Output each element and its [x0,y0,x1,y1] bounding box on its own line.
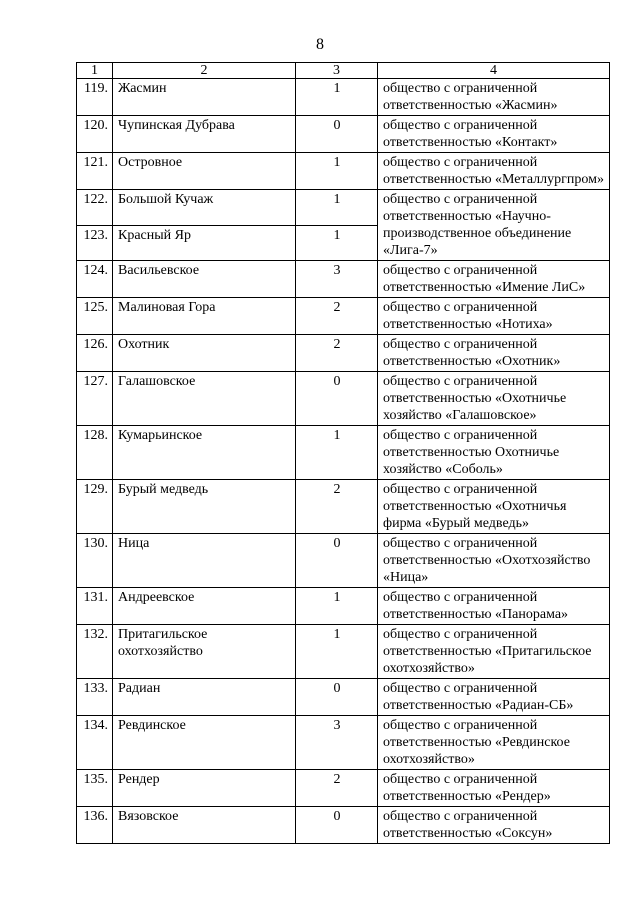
row-count: 1 [296,426,378,480]
organization-name: общество с ограниченной ответственностью Охотничье хозяйство «Соболь» [378,426,610,480]
table-row [77,807,610,844]
table-row [77,298,610,335]
hunting-ground-name: Бурый медведь [113,480,296,534]
hunting-ground-name: Васильевское [113,261,296,298]
organization-name: общество с ограниченной ответственностью «Металлургпром» [378,153,610,190]
organization-name: общество с ограниченной ответственностью «Ревдинское охотхозяйство» [378,716,610,770]
row-number: 131. [77,588,113,625]
row-count: 1 [296,190,378,226]
hunting-ground-name: Ревдинское [113,716,296,770]
row-count: 3 [296,716,378,770]
row-number: 125. [77,298,113,335]
organization-name: общество с ограниченной ответственностью «Соксун» [378,807,610,844]
row-number: 129. [77,480,113,534]
organization-name: общество с ограниченной ответственностью «Охотхозяйство «Ница» [378,534,610,588]
row-number: 135. [77,770,113,807]
row-count: 1 [296,153,378,190]
row-number: 122. [77,190,113,226]
table-row [77,79,610,116]
organization-name: общество с ограниченной ответственностью «Научно-производственное объединение «Лига-7» [378,190,610,261]
table-row [77,770,610,807]
table-row [77,261,610,298]
row-count: 0 [296,807,378,844]
header-col-4: 4 [378,63,610,79]
row-count: 1 [296,79,378,116]
organization-name: общество с ограниченной ответственностью «Панорама» [378,588,610,625]
table-row [77,335,610,372]
hunting-ground-name: Охотник [113,335,296,372]
hunting-ground-name: Большой Кучаж [113,190,296,226]
organization-name: общество с ограниченной ответственностью «Имение ЛиС» [378,261,610,298]
table-row [77,716,610,770]
organization-name: общество с ограниченной ответственностью «Охотничье хозяйство «Галашовское» [378,372,610,426]
row-number: 127. [77,372,113,426]
header-col-3: 3 [296,63,378,79]
organization-name: общество с ограниченной ответственностью «Жасмин» [378,79,610,116]
row-count: 1 [296,625,378,679]
row-number: 119. [77,79,113,116]
hunting-ground-name: Радиан [113,679,296,716]
hunting-ground-name: Малиновая Гора [113,298,296,335]
hunting-ground-name: Рендер [113,770,296,807]
row-number: 123. [77,225,113,261]
row-count: 1 [296,225,378,261]
organization-name: общество с ограниченной ответственностью «Нотиха» [378,298,610,335]
organization-name: общество с ограниченной ответственностью «Охотничья фирма «Бурый медведь» [378,480,610,534]
hunting-grounds-table [76,62,610,844]
organization-name: общество с ограниченной ответственностью «Охотник» [378,335,610,372]
hunting-ground-name: Вязовское [113,807,296,844]
row-number: 126. [77,335,113,372]
table-row [77,153,610,190]
hunting-ground-name: Островное [113,153,296,190]
row-count: 0 [296,116,378,153]
table-row [77,426,610,480]
row-count: 2 [296,298,378,335]
table-row [77,372,610,426]
organization-name: общество с ограниченной ответственностью «Притагильское охотхозяйство» [378,625,610,679]
row-number: 128. [77,426,113,480]
hunting-ground-name: Красный Яр [113,225,296,261]
row-number: 120. [77,116,113,153]
hunting-ground-name: Притагильское охотхозяйство [113,625,296,679]
hunting-ground-name: Андреевское [113,588,296,625]
row-number: 124. [77,261,113,298]
table-row [77,116,610,153]
hunting-ground-name: Чупинская Дубрава [113,116,296,153]
table-row [77,190,610,226]
row-count: 2 [296,480,378,534]
page-number: 8 [316,36,324,53]
hunting-ground-name: Галашовское [113,372,296,426]
row-count: 0 [296,372,378,426]
table-row [77,480,610,534]
organization-name: общество с ограниченной ответственностью «Радиан-СБ» [378,679,610,716]
row-count: 2 [296,335,378,372]
row-number: 134. [77,716,113,770]
row-number: 136. [77,807,113,844]
header-col-1: 1 [77,63,113,79]
organization-name: общество с ограниченной ответственностью «Рендер» [378,770,610,807]
hunting-ground-name: Кумарьинское [113,426,296,480]
row-number: 121. [77,153,113,190]
row-count: 0 [296,679,378,716]
row-count: 0 [296,534,378,588]
row-count: 1 [296,588,378,625]
hunting-ground-name: Жасмин [113,79,296,116]
table-row [77,588,610,625]
table-row [77,534,610,588]
header-col-2: 2 [113,63,296,79]
row-number: 130. [77,534,113,588]
row-number: 132. [77,625,113,679]
row-count: 2 [296,770,378,807]
hunting-ground-name: Ница [113,534,296,588]
table-header-row [77,63,610,79]
table-row [77,679,610,716]
organization-name: общество с ограниченной ответственностью «Контакт» [378,116,610,153]
row-number: 133. [77,679,113,716]
row-count: 3 [296,261,378,298]
table-row [77,625,610,679]
